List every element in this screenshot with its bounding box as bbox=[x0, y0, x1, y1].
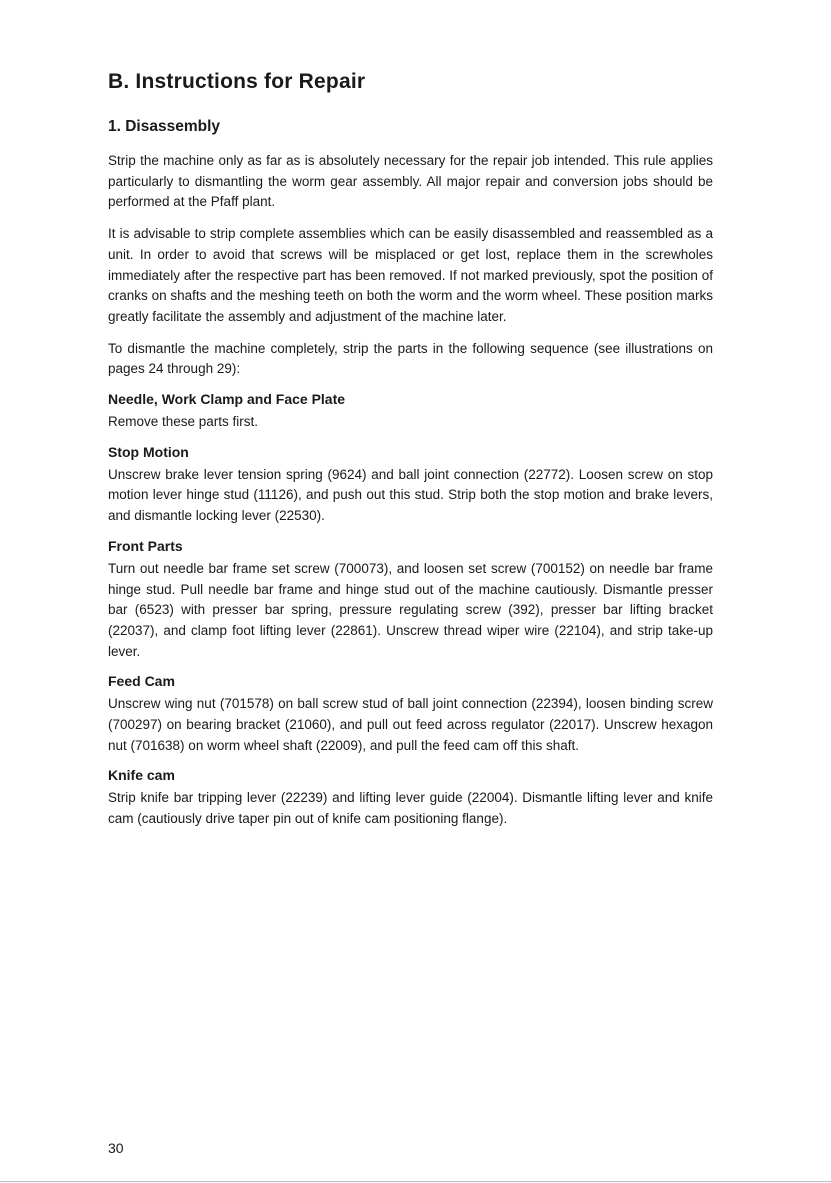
section-heading: Feed Cam bbox=[108, 673, 175, 690]
section-feed-cam bbox=[108, 673, 713, 756]
intro-paragraph: It is advisable to strip complete assemblies which can be easily disassembled and reassembled as a unit. In order to avoid that screws will be misplaced or get lost, replace them in the screwholes immediately after the respective part has been removed. If not marked previously, spot the position of cranks on shafts and the meshing teeth on both the worm and the worm wheel. These position marks greatly facilitate the assembly and adjustment of the machine later. bbox=[108, 226, 713, 324]
page-edge-divider bbox=[0, 1181, 831, 1182]
section-heading: Knife cam bbox=[108, 767, 175, 784]
intro-paragraph: To dismantle the machine completely, strip the parts in the following sequence (see illustrations on pages 24 through 29): bbox=[108, 340, 713, 377]
page-number: 30 bbox=[108, 1140, 124, 1156]
page-content bbox=[108, 70, 713, 841]
section-text: Unscrew brake lever tension spring (9624) and ball joint connection (22772). Loosen screw on stop motion lever hinge stud (11126), and push out this stud. Strip both the stop motion and brake levers, and dismantle locking lever (22530). bbox=[108, 466, 713, 524]
section-heading: Front Parts bbox=[108, 537, 183, 554]
section-needle-work-clamp bbox=[108, 391, 713, 433]
section-title-disassembly: 1. Disassembly bbox=[108, 118, 221, 135]
section-text: Strip knife bar tripping lever (22239) and lifting lever guide (22004). Dismantle lifting lever and knife cam (cautiously drive taper pin out of knife cam positioning flange). bbox=[108, 790, 713, 827]
section-heading: Stop Motion bbox=[108, 443, 189, 460]
section-knife-cam bbox=[108, 767, 713, 829]
intro-paragraph: Strip the machine only as far as is absolutely necessary for the repair job intended. This rule applies particularly to dismantling the worm gear assembly. All major repair and conversion jobs should be performed at the Pfaff plant. bbox=[108, 153, 713, 210]
section-heading: Needle, Work Clamp and Face Plate bbox=[108, 391, 346, 408]
section-stop-motion bbox=[108, 444, 713, 527]
section-front-parts bbox=[108, 538, 713, 663]
page-title: B. Instructions for Repair bbox=[108, 70, 366, 93]
section-text: Remove these parts first. bbox=[108, 414, 259, 430]
section-text: Turn out needle bar frame set screw (700073), and loosen set screw (700152) on needle bar frame hinge stud. Pull needle bar frame and hinge stud out of the machine cautiously. Dismantle presser bar (6523) with presser bar spring, pressure regulating screw (392), presser bar lifting bracket (22037), and clamp foot lifting lever (22861). Unscrew thread wiper wire (22104), and strip take-up lever. bbox=[108, 560, 713, 659]
section-text: Unscrew wing nut (701578) on ball screw stud of ball joint connection (22394), loosen binding screw (700297) on bearing bracket (21060), and pull out feed across regulator (22017). Unscrew hexagon nut (701638) on worm wheel shaft (22009), and pull the feed cam off this shaft. bbox=[108, 696, 713, 753]
